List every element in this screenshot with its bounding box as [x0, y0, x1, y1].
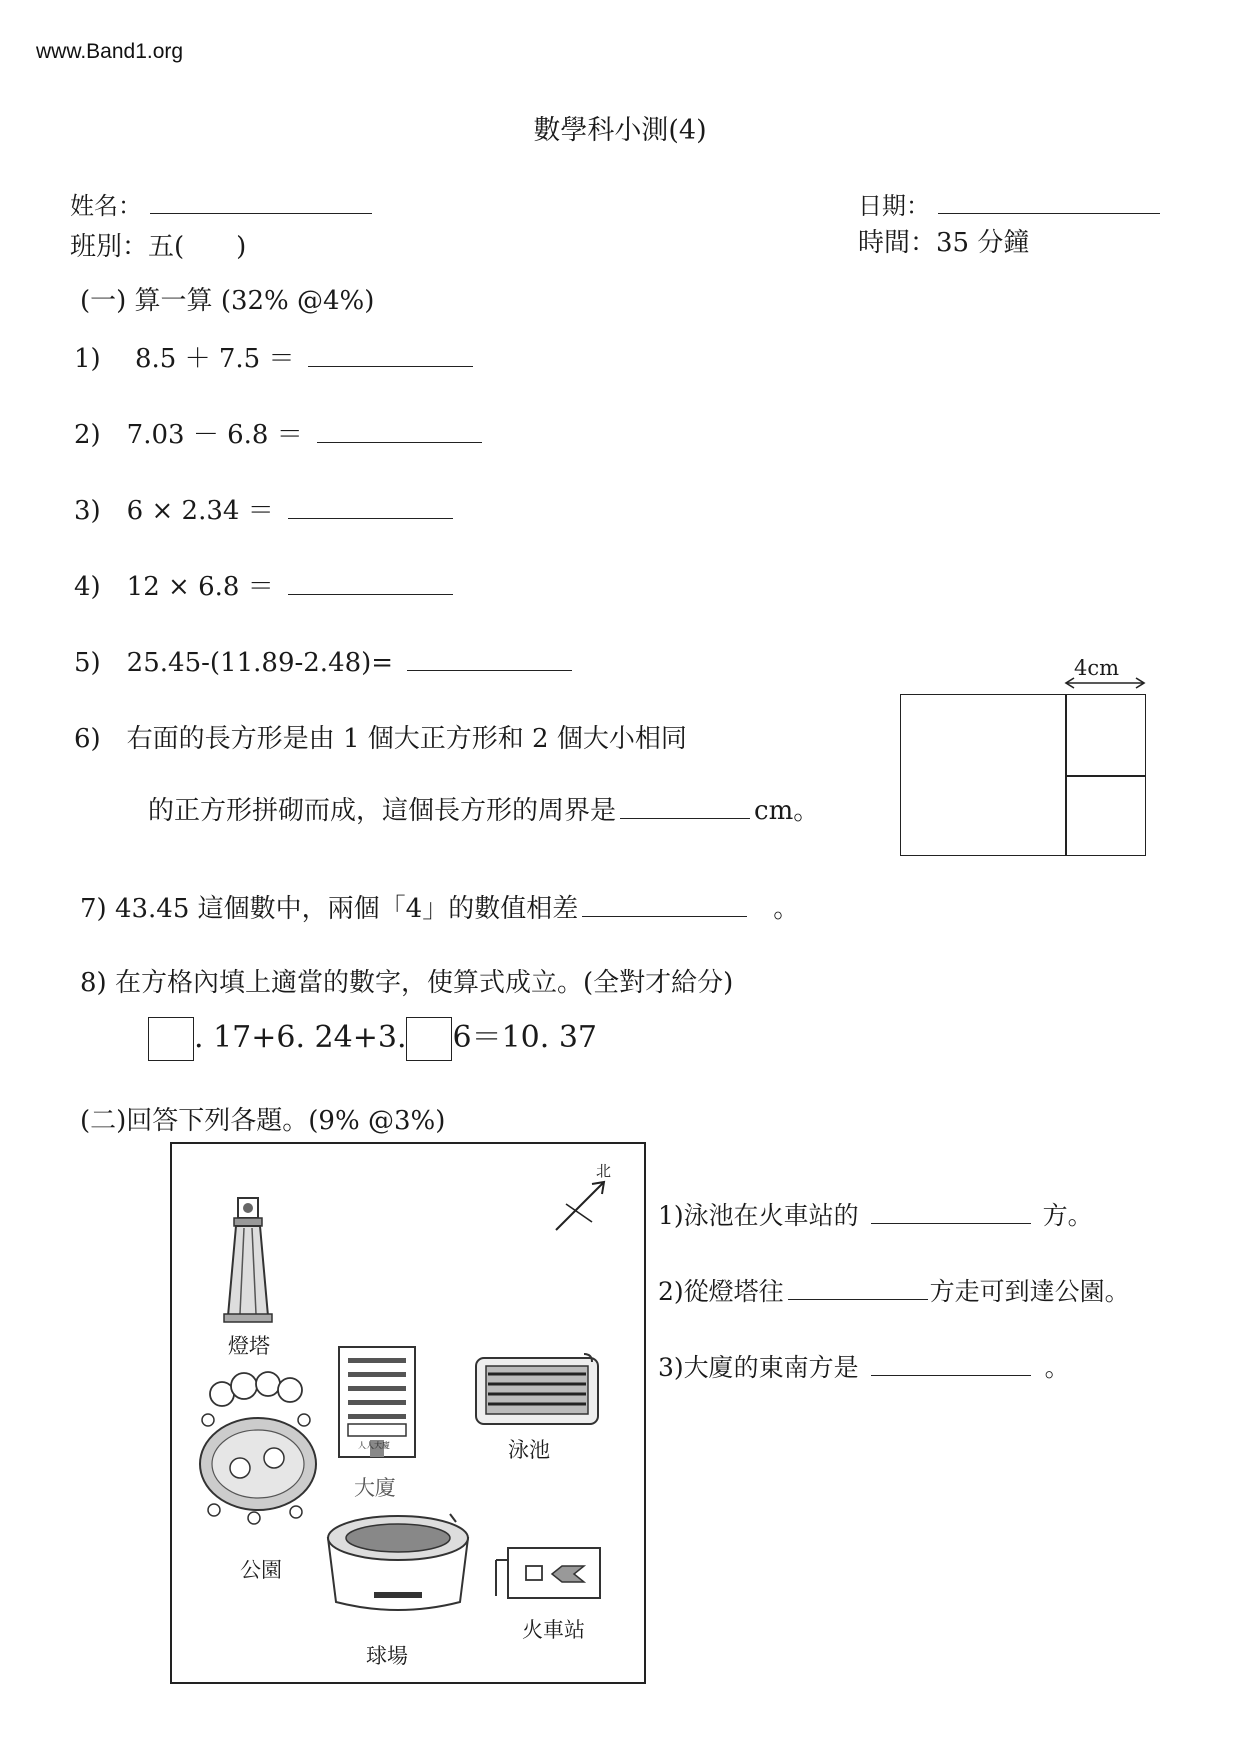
name-field	[70, 186, 372, 221]
question-6-text: 的正方形拼砌而成，這個長方形的周界是	[148, 796, 617, 826]
dimension-arrow	[1062, 676, 1148, 690]
question-7-text: 7) 43.45 這個數中，兩個「4」的數值相差	[80, 894, 579, 924]
answer-blank-3[interactable]	[288, 517, 453, 519]
north-arrow-icon	[552, 1174, 612, 1234]
north-label: 北	[596, 1162, 612, 1180]
map-answer-blank-3[interactable]	[871, 1374, 1031, 1376]
map-question-2-text: 2)從燈塔往	[658, 1277, 784, 1306]
rectangle-divider-horizontal	[1065, 775, 1145, 777]
question-6-unit: cm。	[754, 796, 820, 826]
question-4	[74, 566, 453, 603]
page-title: 數學科小測(4)	[533, 115, 707, 146]
question-4-text: 4) 12 × 6.8 ＝	[74, 572, 274, 602]
building-sign: 人人大廈	[358, 1441, 390, 1450]
pool-label: 泳池	[508, 1438, 550, 1462]
question-8-equation	[148, 1012, 597, 1061]
map-question-1	[658, 1196, 1093, 1232]
map-question-2-end: 方走可到達公園。	[929, 1277, 1130, 1306]
answer-blank-4[interactable]	[288, 593, 453, 595]
date-field	[858, 186, 1160, 221]
date-blank[interactable]	[938, 212, 1160, 214]
equation-part-1: . 17+6. 24+3.	[194, 1020, 407, 1055]
section2-heading: (二)回答下列各題。(9% @3%)	[80, 1106, 446, 1136]
map-figure	[170, 1142, 646, 1684]
answer-box-1[interactable]	[148, 1017, 194, 1061]
answer-blank-7[interactable]	[582, 915, 747, 917]
name-blank[interactable]	[150, 212, 372, 214]
map-answer-blank-1[interactable]	[871, 1222, 1031, 1224]
question-8: 8) 在方格內填上適當的數字，使算式成立。(全對才給分)	[80, 968, 734, 998]
map-question-3-end: 。	[1044, 1353, 1070, 1382]
lighthouse-label: 燈塔	[228, 1334, 270, 1358]
site-watermark: www.Band1.org	[36, 40, 184, 63]
lighthouse-icon	[220, 1194, 276, 1324]
park-label: 公園	[240, 1558, 282, 1582]
question-2	[74, 414, 482, 451]
pool-icon	[472, 1350, 602, 1428]
answer-blank-6[interactable]	[620, 817, 750, 819]
name-label: 姓名：	[70, 192, 142, 220]
building-label: 大廈	[354, 1476, 396, 1500]
answer-blank-1[interactable]	[308, 365, 473, 367]
map-question-1-text: 1)泳池在火車站的	[658, 1201, 859, 1230]
answer-blank-2[interactable]	[317, 441, 482, 443]
question-5-text: 5) 25.45-(11.89-2.48)=	[74, 648, 394, 678]
rectangle-figure	[900, 694, 1146, 856]
question-7	[80, 888, 799, 925]
question-7-end: 。	[773, 894, 800, 924]
question-3	[74, 490, 453, 527]
stadium-label: 球場	[366, 1644, 408, 1668]
date-label: 日期：	[858, 192, 930, 220]
stadium-icon	[320, 1508, 476, 1620]
question-1	[74, 338, 473, 375]
equation-part-2: 6＝10. 37	[452, 1020, 597, 1055]
section1-heading: (一) 算一算 (32% @4%)	[80, 286, 375, 316]
park-icon	[192, 1360, 322, 1528]
answer-blank-5[interactable]	[407, 669, 572, 671]
map-answer-blank-2[interactable]	[788, 1298, 928, 1300]
question-2-text: 2) 7.03 － 6.8 ＝	[74, 420, 303, 450]
question-3-text: 3) 6 × 2.34 ＝	[74, 496, 274, 526]
class-label: 班別：五( )	[70, 232, 247, 262]
station-label: 火車站	[522, 1618, 585, 1642]
figure-dimension-label: 4cm	[1074, 656, 1120, 680]
time-label: 時間：35 分鐘	[858, 228, 1030, 258]
question-6-line1: 6) 右面的長方形是由 1 個大正方形和 2 個大小相同	[74, 724, 687, 754]
map-question-3-text: 3)大廈的東南方是	[658, 1353, 859, 1382]
map-question-3	[658, 1348, 1070, 1384]
map-question-2	[658, 1272, 1130, 1308]
answer-box-2[interactable]	[406, 1017, 452, 1061]
question-1-text: 1) 8.5 ＋ 7.5 ＝	[74, 344, 295, 374]
question-6-line2	[148, 790, 819, 827]
station-icon	[494, 1538, 604, 1602]
question-5	[74, 642, 572, 679]
map-question-1-end: 方。	[1042, 1201, 1093, 1230]
